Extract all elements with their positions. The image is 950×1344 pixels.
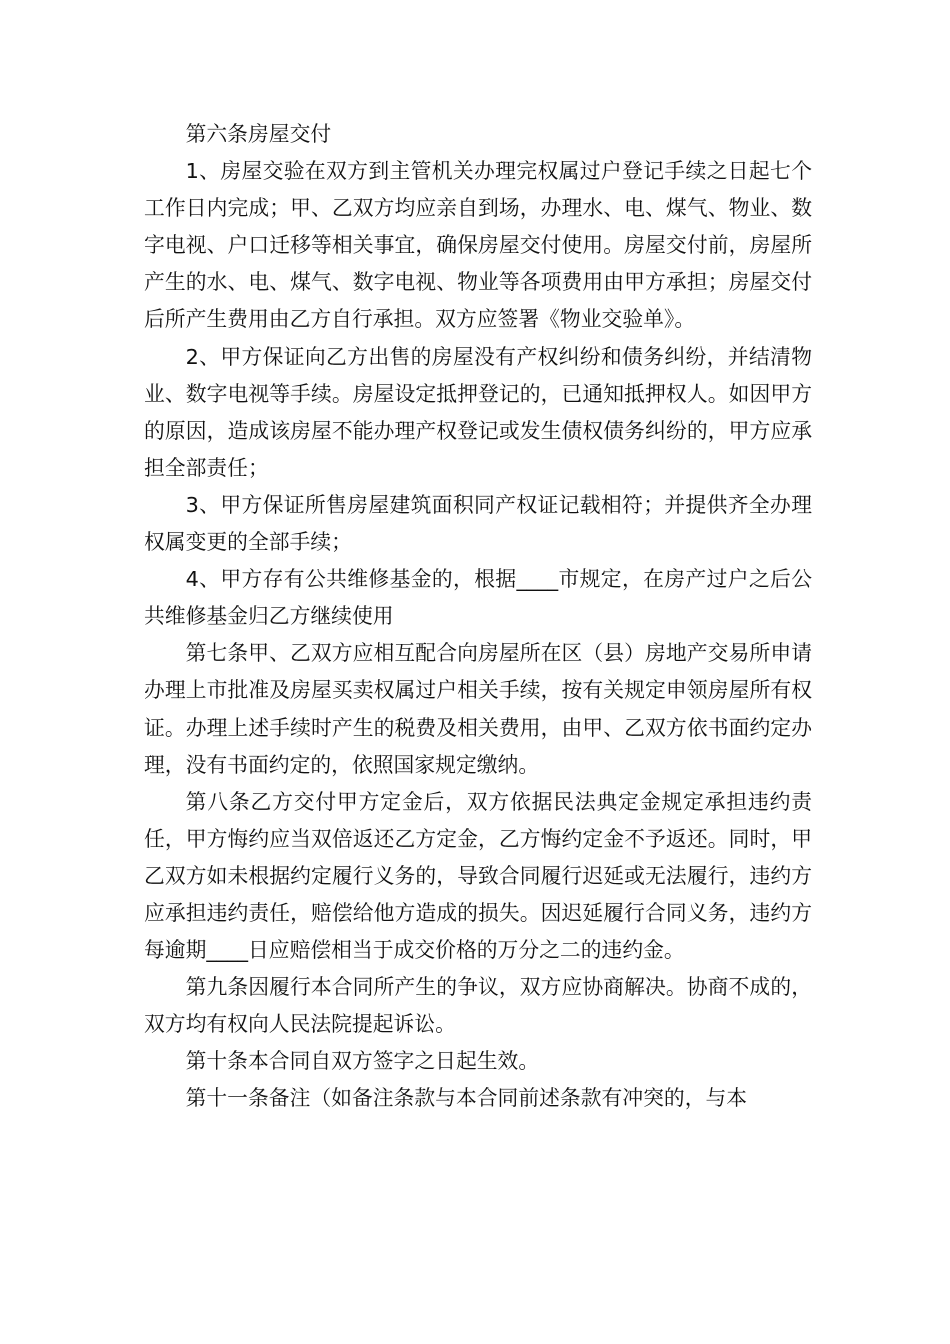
article-9: 第九条因履行本合同所产生的争议，双方应协商解决。协商不成的，双方均有权向人民法院提起诉讼。 xyxy=(144,975,812,1037)
article-6-clause-4: 4、甲方存有公共维修基金的，根据____市规定，在房产过户之后公共维修基金归乙方继续使用 xyxy=(144,567,812,629)
article-6-clause-1: 1、房屋交验在双方到主管机关办理完权属过户登记手续之日起七个工作日内完成；甲、乙双方均应亲自到场，办理水、电、煤气、物业、数字电视、户口迁移等相关事宜，确保房屋交付使用。房屋交付前，房屋所产生的水、电、煤气、数字电视、物业等各项费用由甲方承担；房屋交付后所产生费用由乙方自行承担。双方应签署《物业交验单》。 xyxy=(144,159,812,332)
article-10: 第十条本合同自双方签字之日起生效。 xyxy=(185,1049,540,1074)
article-6-heading: 第六条房屋交付 xyxy=(185,122,332,146)
article-11: 第十一条备注（如备注条款与本合同前述条款有冲突的，与本 xyxy=(185,1086,748,1111)
article-6-clause-2: 2、甲方保证向乙方出售的房屋没有产权纠纷和债务纠纷，并结清物业、数字电视等手续。房屋设定抵押登记的，已通知抵押权人。如因甲方的原因，造成该房屋不能办理产权登记或发生债权债务纠纷的，甲方应承担全部责任； xyxy=(144,344,812,480)
document-body xyxy=(144,116,812,1118)
article-7: 第七条甲、乙双方应相互配合向房屋所在区（县）房地产交易所申请办理上市批准及房屋买卖权属过户相关手续，按有关规定申领房屋所有权证。办理上述手续时产生的税费及相关费用，由甲、乙双方依书面约定办理，没有书面约定的，依照国家规定缴纳。 xyxy=(144,641,812,777)
article-8: 第八条乙方交付甲方定金后，双方依据民法典定金规定承担违约责任，甲方悔约应当双倍返还乙方定金，乙方悔约定金不予返还。同时，甲乙双方如未根据约定履行义务的，导致合同履行迟延或无法履行，违约方应承担违约责任，赔偿给他方造成的损失。因迟延履行合同义务，违约方每逾期____日应赔偿相当于成交价格的万分之二的违约金。 xyxy=(144,789,812,963)
article-6-clause-3: 3、甲方保证所售房屋建筑面积同产权证记载相符；并提供齐全办理权属变更的全部手续； xyxy=(144,492,812,555)
